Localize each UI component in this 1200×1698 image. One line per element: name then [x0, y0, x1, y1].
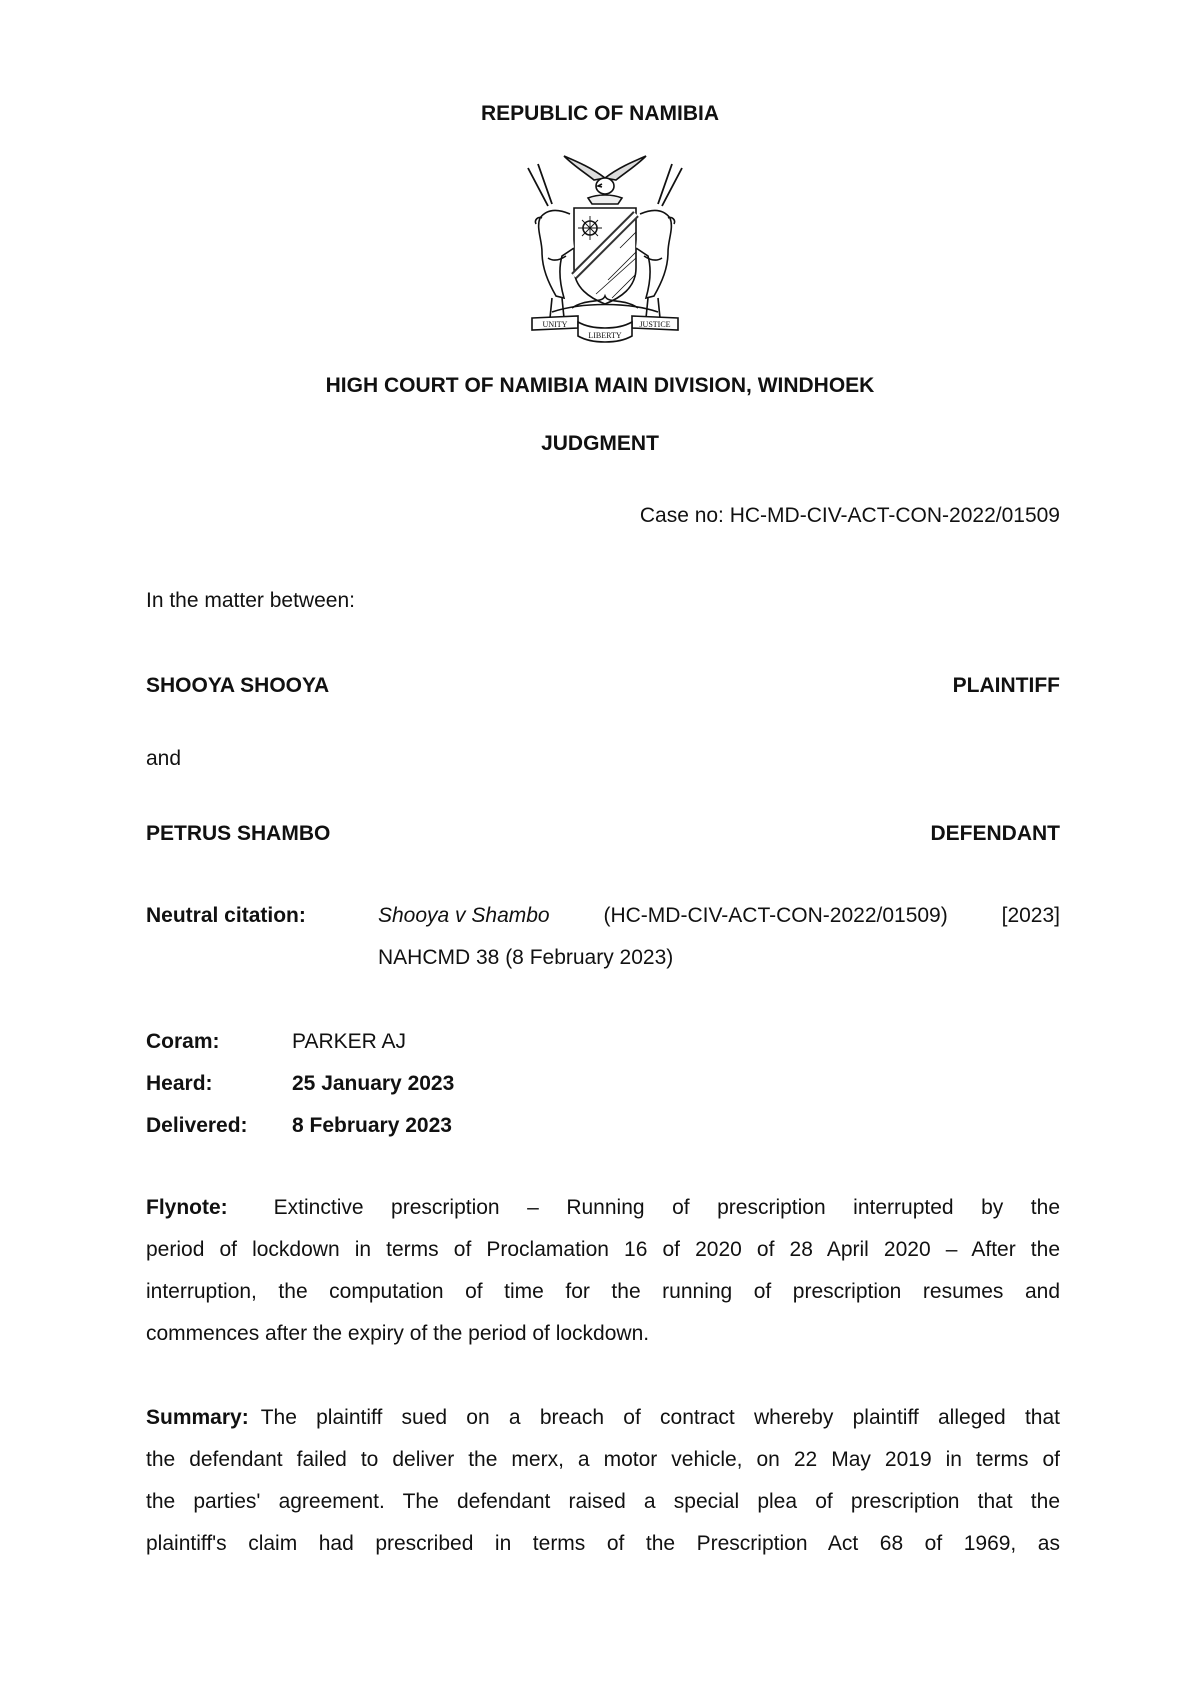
- citation-line-1: [378, 904, 1060, 928]
- flynote-line-1: [146, 1187, 1060, 1229]
- namibia-coat-of-arms-icon: [512, 148, 698, 344]
- defendant-row: [146, 822, 1060, 846]
- coram-value: PARKER AJ: [292, 1030, 406, 1053]
- summary-paragraph: [146, 1397, 1060, 1565]
- party-conjunction: and: [146, 747, 182, 770]
- citation-label: Neutral citation:: [146, 904, 306, 927]
- plaintiff-role: PLAINTIFF: [952, 674, 1060, 697]
- court-heading: HIGH COURT OF NAMIBIA MAIN DIVISION, WINDHOEK: [325, 374, 875, 397]
- citation-case-name: Shooya v Shambo: [378, 904, 550, 927]
- coram-label: Coram:: [146, 1030, 220, 1053]
- heard-label: Heard:: [146, 1072, 213, 1095]
- plaintiff-row: [146, 674, 1060, 698]
- summary-label: Summary:: [146, 1406, 249, 1429]
- plaintiff-name: SHOOYA SHOOYA: [146, 674, 330, 697]
- delivered-label: Delivered:: [146, 1114, 248, 1137]
- defendant-role: DEFENDANT: [930, 822, 1060, 845]
- summary-line-3: the parties' agreement. The defendant raised a special plea of prescription that the: [146, 1490, 1060, 1513]
- heard-value: 25 January 2023: [292, 1072, 455, 1095]
- motto-liberty: LIBERTY: [588, 331, 622, 340]
- flynote-line-4: commences after the expiry of the period of lockdown.: [146, 1322, 650, 1345]
- citation-case-ref: (HC-MD-CIV-ACT-CON-2022/01509): [603, 904, 948, 927]
- summary-line-1: [146, 1397, 1060, 1439]
- summary-line-2: the defendant failed to deliver the merx, a motor vehicle, on 22 May 2019 in terms of: [146, 1448, 1060, 1471]
- citation-year: [2023]: [1001, 904, 1060, 927]
- motto-unity: UNITY: [542, 320, 568, 329]
- case-number: Case no: HC-MD-CIV-ACT-CON-2022/01509: [639, 504, 1060, 527]
- defendant-name: PETRUS SHAMBO: [146, 822, 331, 845]
- summary-line-4: plaintiff's claim had prescribed in terms of the Prescription Act 68 of 1969, as: [146, 1532, 1060, 1555]
- country-heading: REPUBLIC OF NAMIBIA: [481, 102, 719, 125]
- flynote-label: Flynote:: [146, 1196, 228, 1219]
- delivered-value: 8 February 2023: [292, 1114, 452, 1137]
- flynote-line-3: interruption, the computation of time for the running of prescription resumes and: [146, 1280, 1060, 1303]
- document-type-heading: JUDGMENT: [541, 432, 659, 455]
- flynote-text-1: Extinctive prescription – Running of prescription interrupted by the: [273, 1196, 1060, 1219]
- flynote-paragraph: [146, 1187, 1060, 1355]
- matter-intro: In the matter between:: [146, 589, 355, 612]
- citation-line-2: NAHCMD 38 (8 February 2023): [378, 946, 674, 969]
- summary-text-1: The plaintiff sued on a breach of contract whereby plaintiff alleged that: [260, 1406, 1060, 1429]
- flynote-line-2: period of lockdown in terms of Proclamation 16 of 2020 of 28 April 2020 – After the: [146, 1238, 1060, 1261]
- motto-justice: JUSTICE: [639, 320, 671, 329]
